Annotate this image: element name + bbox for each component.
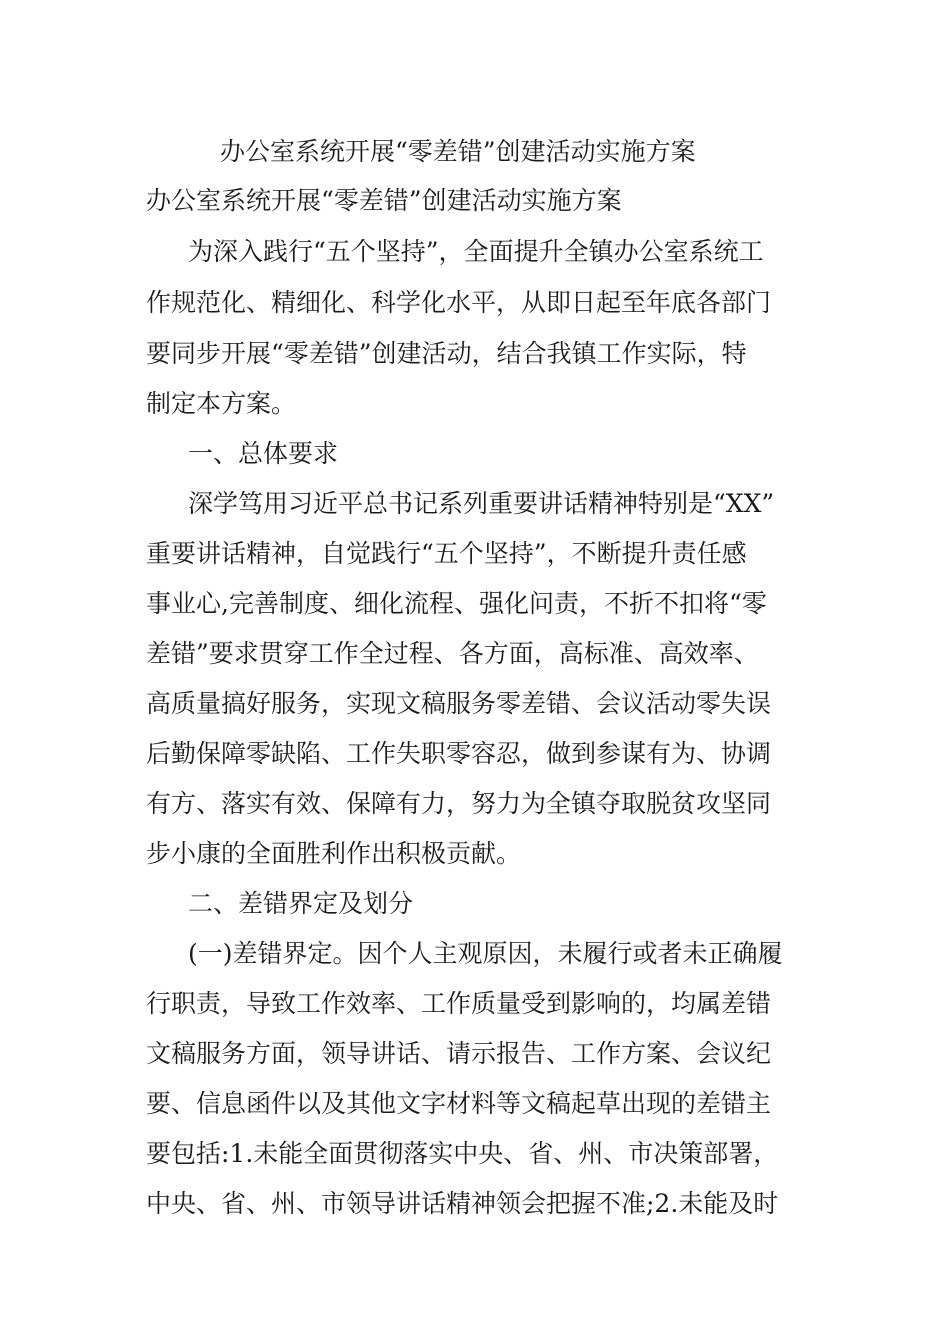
paragraph-line: 行职责，导致工作效率、工作质量受到影响的，均属差错 [146, 989, 772, 1018]
document-subtitle: 办公室系统开展“零差错”创建活动实施方案 [146, 186, 622, 215]
paragraph-line: 差错”要求贯穿工作全过程、各方面，高标准、高效率、 [146, 639, 759, 668]
section-heading: 一、总体要求 [188, 439, 339, 468]
document-title: 办公室系统开展“零差错”创建活动实施方案 [220, 137, 696, 166]
paragraph-line: 文稿服务方面，领导讲话、请示报告、工作方案、会议纪 [146, 1039, 772, 1068]
paragraph-line: 要同步开展“零差错”创建活动，结合我镇工作实际，特 [146, 339, 747, 368]
paragraph-line: 要包括:1.未能全面贯彻落实中央、省、州、市决策部署， [146, 1139, 779, 1168]
paragraph-line: 要、信息函件以及其他文字材料等文稿起草出现的差错主 [146, 1089, 772, 1118]
paragraph-line: 事业心,完善制度、细化流程、强化问责，不折不扣将“零 [146, 589, 767, 618]
paragraph-line: 作规范化、精细化、科学化水平，从即日起至年底各部门 [146, 288, 772, 317]
paragraph-line: 步小康的全面胜利作出积极贡献。 [146, 839, 522, 868]
paragraph-line: 中央、省、州、市领导讲话精神领会把握不准;2.未能及时 [146, 1189, 779, 1218]
paragraph-line: 为深入践行“五个坚持”，全面提升全镇办公室系统工 [188, 237, 764, 266]
paragraph-line: 深学笃用习近平总书记系列重要讲话精神特别是“XX” [188, 489, 775, 518]
paragraph-line: 重要讲话精神，自觉践行“五个坚持”，不断提升责任感 [146, 539, 747, 568]
paragraph-line: 制定本方案。 [146, 389, 297, 418]
paragraph-line: (一)差错界定。因个人主观原因，未履行或者未正确履 [188, 939, 783, 968]
paragraph-line: 有方、落实有效、保障有力，努力为全镇夺取脱贫攻坚同 [146, 789, 772, 818]
paragraph-line: 高质量搞好服务，实现文稿服务零差错、会议活动零失误 [146, 689, 772, 718]
section-heading: 二、差错界定及划分 [188, 889, 414, 918]
paragraph-line: 后勤保障零缺陷、工作失职零容忍，做到参谋有为、协调 [146, 739, 772, 768]
